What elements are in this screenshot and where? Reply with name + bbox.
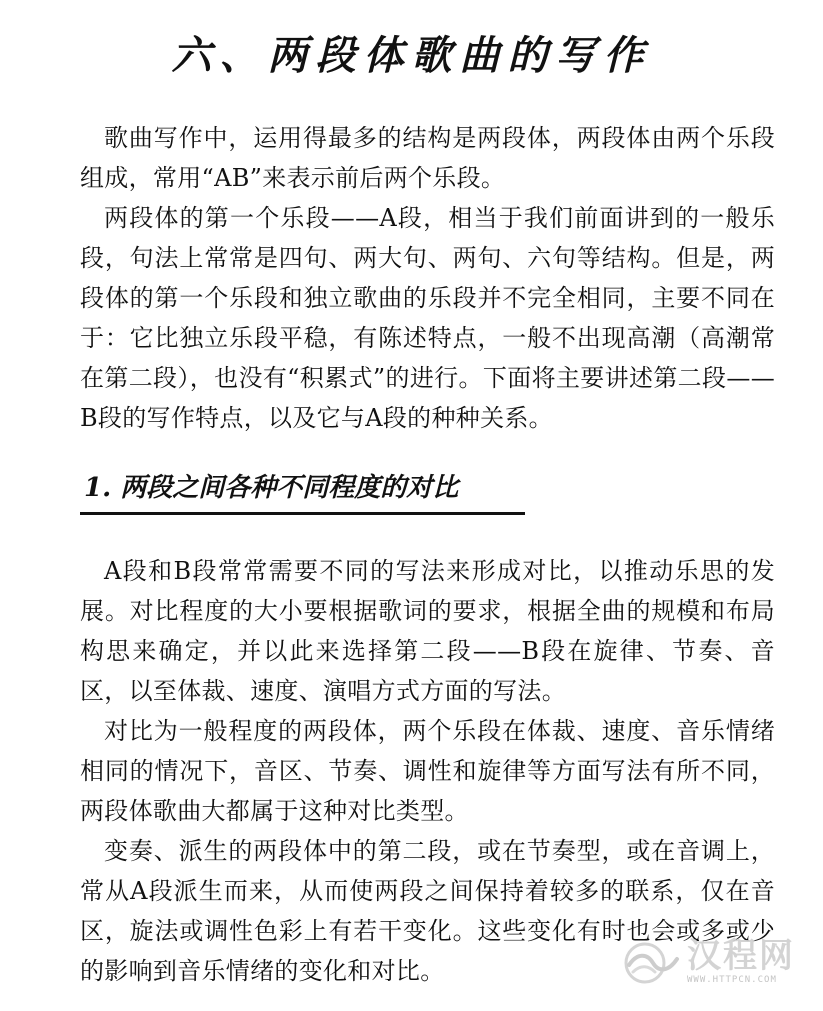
section-paragraph-1: A段和B段常常需要不同的写法来形成对比，以推动乐思的发展。对比程度的大小要根据歌词的要求，根据全曲的规模和布局构思来确定，并以此来选择第二段——B段在旋律、节奏、音区，以至体裁、速度、演唱方式方面的写法。 bbox=[80, 557, 775, 705]
section-heading: 1. 两段之间各种不同程度的对比 bbox=[84, 473, 459, 503]
intro-paragraph-2: 两段体的第一个乐段——A段，相当于我们前面讲到的一般乐段，句法上常常是四句、两大句、两句、六句等结构。但是，两段体的第一个乐段和独立歌曲的乐段并不完全相同，主要不同在于：它比独立乐段平稳，有陈述特点，一般不出现高潮（高潮常在第二段），也没有“积累式”的进行。下面将主要讲述第二段——B段的写作特点，以及它与A段的种种关系。 bbox=[80, 204, 775, 432]
section-underline bbox=[80, 512, 525, 515]
section-paragraph-3: 变奏、派生的两段体中的第二段，或在节奏型，或在音调上，常从A段派生而来，从而使两段之间保持着较多的联系，仅在音区，旋法或调性色彩上有若干变化。这些变化有时也会或多或少的影响到音乐情绪的变化和对比。 bbox=[80, 837, 775, 985]
section-heading-block bbox=[80, 468, 525, 515]
intro-paragraph-1: 歌曲写作中，运用得最多的结构是两段体，两段体由两个乐段组成，常用“AB”来表示前后两个乐段。 bbox=[80, 124, 775, 192]
watermark-text bbox=[687, 936, 795, 985]
document-body bbox=[80, 118, 775, 991]
section-paragraph-2: 对比为一般程度的两段体，两个乐段在体裁、速度、音乐情绪相同的情况下，音区、节奏、调性和旋律等方面写法有所不同，两段体歌曲大都属于这种对比类型。 bbox=[80, 717, 775, 825]
wave-logo-icon bbox=[623, 939, 681, 985]
watermark-name: 汉程网 bbox=[687, 936, 795, 976]
watermark bbox=[623, 936, 795, 985]
page-title: 六、两段体歌曲的写作 bbox=[171, 32, 652, 79]
watermark-url: WWW.HTTPCN.COM bbox=[687, 975, 777, 985]
